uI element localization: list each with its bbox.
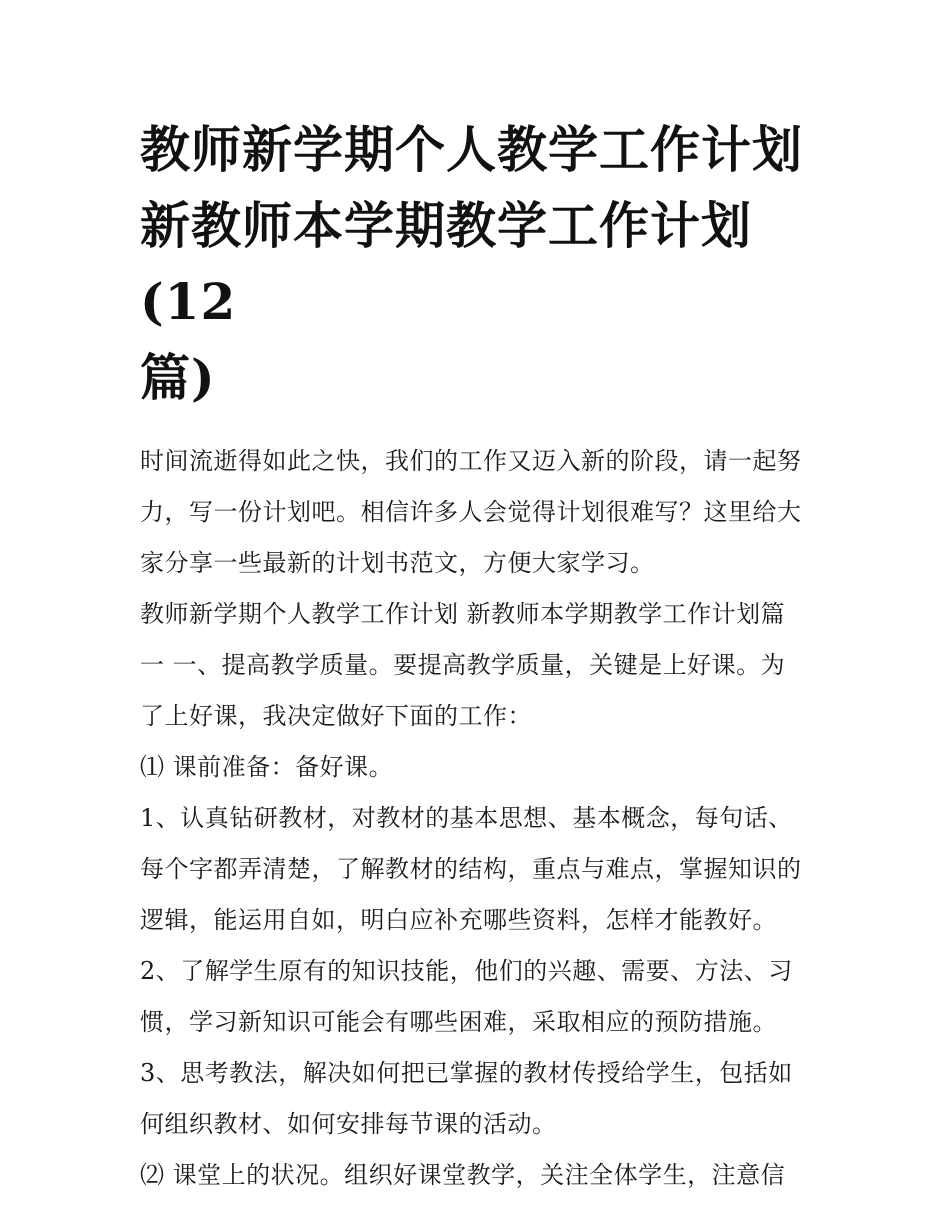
body-line: 力，写一份计划吧。相信许多人会觉得计划很难写？这里给大 (140, 498, 802, 526)
title-line: 篇) (140, 348, 216, 407)
body-line: ⑴ 课前准备：备好课。 (140, 753, 394, 781)
body-line: 一 一、提高教学质量。要提高教学质量，关键是上好课。为 (140, 651, 786, 679)
body-line: 时间流逝得如此之快，我们的工作又迈入新的阶段，请一起努 (140, 447, 802, 475)
title-line: 教师新学期个人教学工作计划 (140, 120, 803, 179)
body-line: 了上好课，我决定做好下面的工作： (140, 702, 532, 730)
document-body (140, 436, 812, 1201)
body-line: 何组织教材、如何安排每节课的活动。 (140, 1110, 557, 1138)
body-line: 逻辑，能运用自如，明白应补充哪些资料，怎样才能教好。 (140, 906, 777, 934)
body-line: 每个字都弄清楚，了解教材的结构，重点与难点，掌握知识的 (140, 855, 802, 883)
title-line: 新教师本学期教学工作计划(12 (140, 196, 752, 331)
body-line: 2、了解学生原有的知识技能，他们的兴趣、需要、方法、习 (140, 957, 793, 985)
document-title (140, 112, 812, 416)
body-line: 家分享一些最新的计划书范文，方便大家学习。 (140, 549, 655, 577)
document-page (140, 112, 812, 1201)
body-line: 惯，学习新知识可能会有哪些困难，采取相应的预防措施。 (140, 1008, 777, 1036)
body-line: 3、思考教法，解决如何把已掌握的教材传授给学生，包括如 (140, 1059, 793, 1087)
body-line: 教师新学期个人教学工作计划 新教师本学期教学工作计划篇 (140, 600, 786, 628)
body-line: ⑵ 课堂上的状况。组织好课堂教学，关注全体学生，注意信 (140, 1161, 786, 1189)
body-line: 1、认真钻研教材，对教材的基本思想、基本概念，每句话、 (140, 804, 793, 832)
